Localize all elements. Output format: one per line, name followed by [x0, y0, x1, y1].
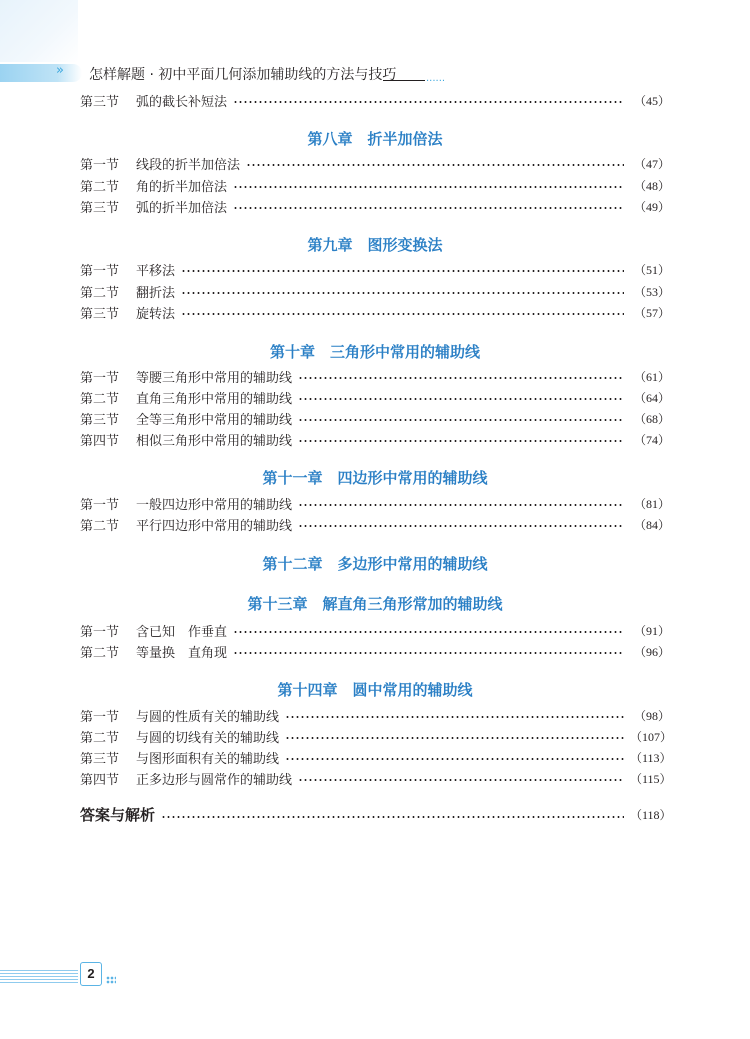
dot-leader: [246, 164, 624, 166]
section-title: 含已知 作垂直: [136, 624, 228, 640]
section-title: 相似三角形中常用的辅助线: [136, 433, 293, 449]
dot-leader: [181, 292, 624, 294]
section-number: 第一节: [80, 497, 120, 513]
toc-entry[interactable]: [80, 90, 670, 110]
section-title: 一般四边形中常用的辅助线: [136, 497, 293, 513]
toc-entry[interactable]: [80, 196, 670, 216]
page-ref: （61）: [633, 369, 670, 384]
section-title: 与圆的切线有关的辅助线: [136, 730, 280, 746]
dot-leader: [298, 419, 624, 421]
section-number: 第三节: [80, 751, 120, 767]
toc-entry[interactable]: [80, 302, 670, 322]
dot-leader: [181, 270, 624, 272]
running-header-title: 怎样解题 · 初中平面几何添加辅助线的方法与技巧: [89, 67, 397, 83]
section-title: 平移法: [136, 263, 176, 279]
section-number: 第四节: [80, 433, 120, 449]
section-number: 第一节: [80, 709, 120, 725]
section-number: 第二节: [80, 391, 120, 407]
page-ref: （53）: [633, 284, 670, 299]
section-number: 第四节: [80, 772, 120, 788]
section-number: 第一节: [80, 624, 120, 640]
toc-entry[interactable]: [80, 366, 670, 386]
chapter-heading[interactable]: 第十二章 多边形中常用的辅助线: [262, 555, 488, 573]
page-number: 2: [80, 962, 102, 986]
section-title: 平行四边形中常用的辅助线: [136, 518, 293, 534]
dot-leader: [285, 737, 624, 739]
section-title: 线段的折半加倍法: [136, 157, 241, 173]
toc-entry[interactable]: [80, 429, 670, 449]
section-number: 第二节: [80, 179, 120, 195]
section-title: 直角三角形中常用的辅助线: [136, 391, 293, 407]
dot-leader: [233, 207, 624, 209]
page-ref: （64）: [633, 390, 670, 405]
section-number: 第一节: [80, 370, 120, 386]
section-number: 第二节: [80, 285, 120, 301]
dot-leader: [161, 816, 624, 818]
dot-leader: [233, 186, 624, 188]
section-title: 角的折半加倍法: [136, 179, 228, 195]
section-title: 全等三角形中常用的辅助线: [136, 412, 293, 428]
page-ref: （51）: [633, 262, 670, 277]
chapter-heading[interactable]: 第十章 三角形中常用的辅助线: [269, 343, 480, 361]
dot-leader: [285, 758, 624, 760]
toc-entry[interactable]: [80, 281, 670, 301]
section-title: 正多边形与圆常作的辅助线: [136, 772, 293, 788]
section-number: 第三节: [80, 94, 120, 110]
chapter-heading[interactable]: 第八章 折半加倍法: [307, 130, 443, 148]
toc-entry[interactable]: [80, 747, 670, 767]
header-dots: ......: [426, 73, 446, 84]
answer-title: 答案与解析: [80, 805, 156, 824]
page-ref: （113）: [630, 750, 672, 765]
dot-leader: [233, 631, 624, 633]
page-ref: （68）: [633, 411, 670, 426]
page-ref: （47）: [633, 156, 670, 171]
section-number: 第三节: [80, 200, 120, 216]
page-ref: （115）: [630, 771, 672, 786]
section-title: 等量换 直角现: [136, 645, 228, 661]
toc-entry[interactable]: [80, 175, 670, 195]
page-ref: （84）: [633, 517, 670, 532]
section-title: 等腰三角形中常用的辅助线: [136, 370, 293, 386]
section-title: 与圆的性质有关的辅助线: [136, 709, 280, 725]
chapter-heading[interactable]: 第十一章 四边形中常用的辅助线: [262, 469, 488, 487]
page-ref: （96）: [633, 644, 670, 659]
footer-stripes: [0, 970, 78, 984]
toc-entry[interactable]: [80, 620, 670, 640]
page-ref: （107）: [630, 729, 673, 744]
chapter-heading[interactable]: 第十三章 解直角三角形常加的辅助线: [247, 595, 503, 613]
section-title: 旋转法: [136, 306, 176, 322]
page-ref: （74）: [633, 432, 670, 447]
toc-entry[interactable]: [80, 493, 670, 513]
page-dots-decoration: [106, 976, 116, 984]
answer-page: （118）: [630, 807, 672, 822]
answer-entry[interactable]: [80, 803, 670, 825]
toc-entry[interactable]: [80, 153, 670, 173]
toc-entry[interactable]: [80, 514, 670, 534]
section-number: 第二节: [80, 645, 120, 661]
dot-leader: [233, 101, 624, 103]
toc-entry[interactable]: [80, 387, 670, 407]
dot-leader: [298, 377, 624, 379]
section-number: 第一节: [80, 157, 120, 173]
section-title: 与图形面积有关的辅助线: [136, 751, 280, 767]
page-ref: （81）: [633, 496, 670, 511]
section-number: 第二节: [80, 730, 120, 746]
chapter-heading[interactable]: 第九章 图形变换法: [307, 236, 443, 254]
toc-entry[interactable]: [80, 726, 673, 746]
dot-leader: [298, 440, 624, 442]
header-rule: [383, 80, 425, 81]
toc-entry[interactable]: [80, 768, 670, 788]
section-number: 第一节: [80, 263, 120, 279]
section-title: 弧的截长补短法: [136, 94, 228, 110]
page-ref: （45）: [633, 93, 670, 108]
section-number: 第三节: [80, 412, 120, 428]
dot-leader: [233, 652, 624, 654]
page-ref: （91）: [633, 623, 670, 638]
section-number: 第二节: [80, 518, 120, 534]
page-ref: （48）: [633, 178, 670, 193]
dot-leader: [181, 313, 624, 315]
page-ref: （98）: [633, 708, 670, 723]
dot-leader: [298, 504, 624, 506]
header-band: [0, 64, 82, 82]
section-number: 第三节: [80, 306, 120, 322]
corner-decoration: [0, 0, 78, 62]
dot-leader: [285, 716, 624, 718]
toc-entry[interactable]: [80, 641, 670, 661]
toc-entry[interactable]: [80, 705, 670, 725]
toc-entry[interactable]: [80, 408, 670, 428]
dot-leader: [298, 779, 624, 781]
chevron-right-icon: »: [56, 63, 62, 78]
page-ref: （57）: [633, 305, 670, 320]
toc-entry[interactable]: [80, 259, 670, 279]
section-title: 翻折法: [136, 285, 176, 301]
page-ref: （49）: [633, 199, 670, 214]
dot-leader: [298, 398, 624, 400]
chapter-heading[interactable]: 第十四章 圆中常用的辅助线: [277, 681, 473, 699]
section-title: 弧的折半加倍法: [136, 200, 228, 216]
dot-leader: [298, 525, 624, 527]
